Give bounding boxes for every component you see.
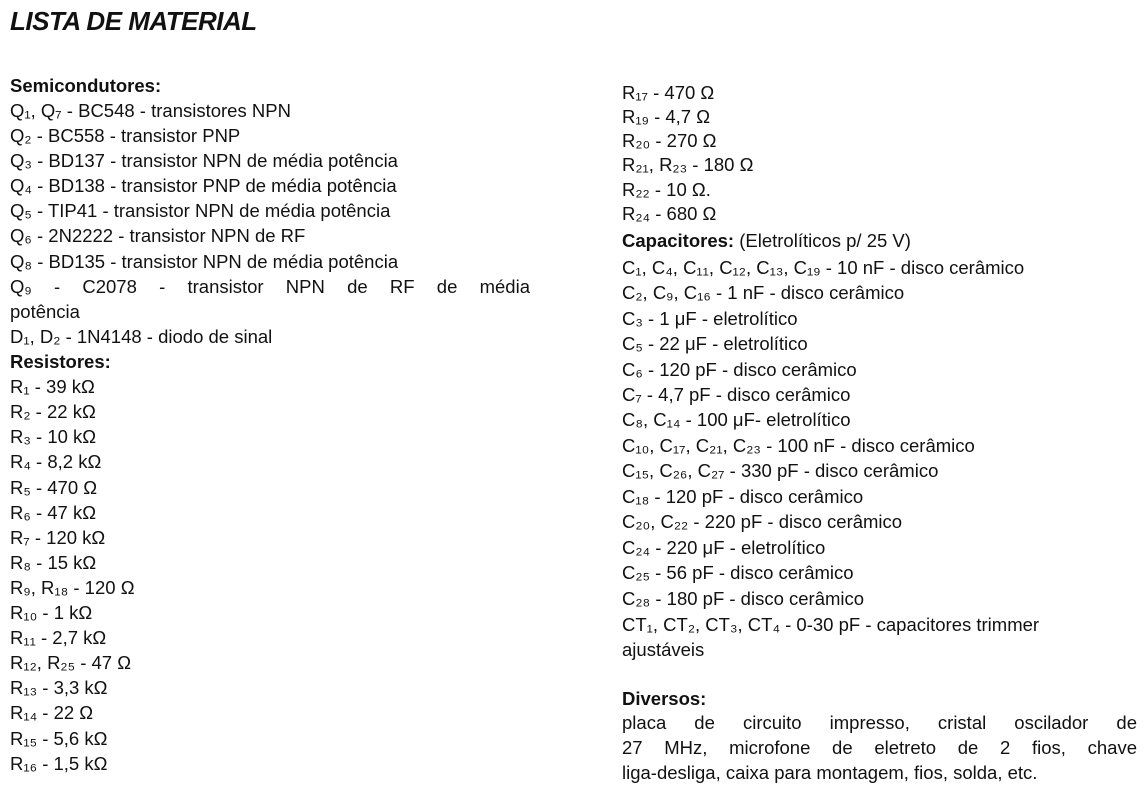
list-item: R₂₁, R₂₃ - 180 Ω (622, 154, 754, 175)
list-item: CT₁, CT₂, CT₃, CT₄ - 0-30 pF - capacitores trimmer (622, 614, 1040, 635)
semiconductors-heading: Semicondutores: (10, 75, 162, 96)
list-item: R₁₀ - 1 kΩ (10, 602, 93, 623)
list-item: R₁₆ - 1,5 kΩ (10, 753, 108, 774)
list-item: C₂, C₉, C₁₆ - 1 nF - disco cerâmico (622, 282, 905, 303)
list-item: R₂₂ - 10 Ω. (622, 179, 711, 200)
list-item: R₇ - 120 kΩ (10, 527, 106, 548)
list-item: R₁ - 39 kΩ (10, 376, 95, 397)
list-item-continuation: ajustáveis (622, 639, 705, 660)
capacitors-heading: Capacitores: (622, 230, 735, 251)
list-item: R₁₄ - 22 Ω (10, 702, 94, 723)
list-item: C₂₅ - 56 pF - disco cerâmico (622, 562, 854, 583)
list-item: C₂₈ - 180 pF - disco cerâmico (622, 588, 865, 609)
list-item: C₆ - 120 pF - disco cerâmico (622, 359, 857, 380)
list-item: R₆ - 47 kΩ (10, 502, 97, 523)
list-item: R₁₉ - 4,7 Ω (622, 106, 711, 127)
list-item-continuation: potência (10, 301, 80, 322)
page-title: LISTA DE MATERIAL (10, 6, 257, 36)
list-item: Q₂ - BC558 - transistor PNP (10, 125, 241, 146)
misc-text-line: 27 MHz, microfone de eletreto de 2 fios, chave (622, 737, 1137, 758)
list-item: R₈ - 15 kΩ (10, 552, 97, 573)
list-item: R₃ - 10 kΩ (10, 426, 97, 447)
list-item: C₂₀, C₂₂ - 220 pF - disco cerâmico (622, 511, 903, 532)
capacitors-note: (Eletrolíticos p/ 25 V) (734, 230, 911, 251)
misc-heading: Diversos: (622, 688, 707, 709)
misc-text-line: liga-desliga, caixa para montagem, fios, solda, etc. (622, 762, 1038, 783)
list-item: C₈, C₁₄ - 100 μF- eletrolítico (622, 409, 851, 430)
list-item: R₁₅ - 5,6 kΩ (10, 728, 108, 749)
list-item: R₁₂, R₂₅ - 47 Ω (10, 652, 132, 673)
list-item: Q₆ - 2N2222 - transistor NPN de RF (10, 225, 306, 246)
list-item: R₅ - 470 Ω (10, 477, 98, 498)
list-item: C₇ - 4,7 pF - disco cerâmico (622, 384, 851, 405)
list-item: C₅ - 22 μF - eletrolítico (622, 333, 808, 354)
list-item: Q₁, Q₇ - BC548 - transistores NPN (10, 100, 291, 121)
list-item: C₁, C₄, C₁₁, C₁₂, C₁₃, C₁₉ - 10 nF - disco cerâmico (622, 257, 1025, 278)
list-item: R₂ - 22 kΩ (10, 401, 96, 422)
list-item: Q₃ - BD137 - transistor NPN de média potência (10, 150, 398, 171)
list-item: D₁, D₂ - 1N4148 - diodo de sinal (10, 326, 273, 347)
list-item: Q₈ - BD135 - transistor NPN de média potência (10, 251, 399, 272)
list-item: C₂₄ - 220 μF - eletrolítico (622, 537, 826, 558)
list-item: C₁₀, C₁₇, C₂₁, C₂₃ - 100 nF - disco cerâmico (622, 435, 975, 456)
list-item: R₉, R₁₈ - 120 Ω (10, 577, 135, 598)
misc-text-line: placa de circuito impresso, cristal oscilador de (622, 712, 1137, 733)
capacitors-heading-line (622, 228, 911, 253)
list-item: R₂₄ - 680 Ω (622, 203, 717, 224)
list-item: R₁₇ - 470 Ω (622, 82, 715, 103)
resistors-heading: Resistores: (10, 351, 111, 372)
list-item: Q₄ - BD138 - transistor PNP de média potência (10, 175, 397, 196)
list-item: R₁₁ - 2,7 kΩ (10, 627, 107, 648)
list-item: R₂₀ - 270 Ω (622, 130, 717, 151)
list-item: Q₅ - TIP41 - transistor NPN de média potência (10, 200, 391, 221)
list-item: C₁₅, C₂₆, C₂₇ - 330 pF - disco cerâmico (622, 460, 939, 481)
list-item: Q₉ - C2078 - transistor NPN de RF de média (10, 276, 530, 297)
list-item: C₁₈ - 120 pF - disco cerâmico (622, 486, 864, 507)
list-item: R₄ - 8,2 kΩ (10, 451, 102, 472)
list-item: C₃ - 1 μF - eletrolítico (622, 308, 798, 329)
list-item: R₁₃ - 3,3 kΩ (10, 677, 108, 698)
